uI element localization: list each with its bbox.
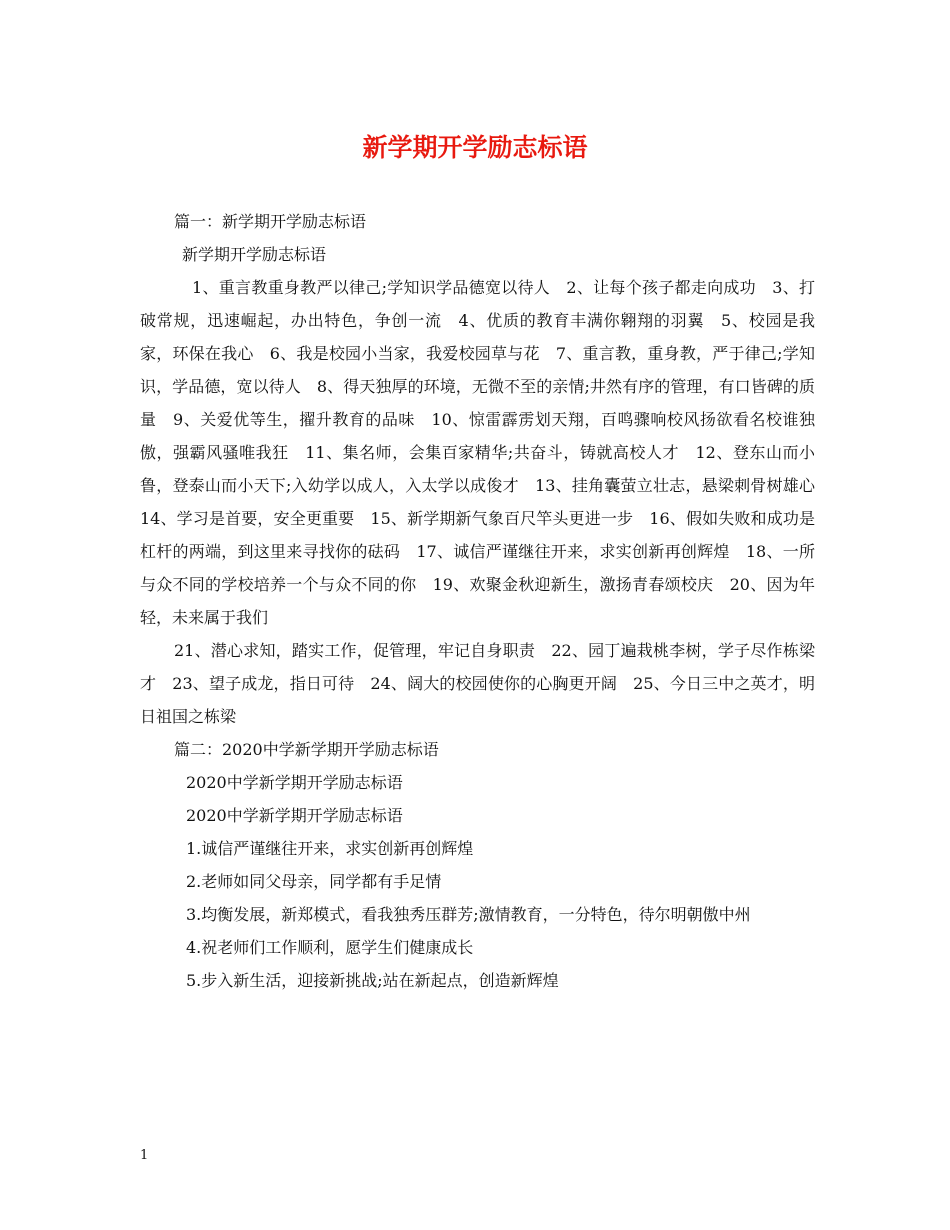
subtitle-3: 2020中学新学期开学励志标语 [186, 806, 403, 825]
subtitle-1: 新学期开学励志标语 [182, 245, 327, 264]
slogan-paragraph-2: 21、潜心求知，踏实工作，促管理，牢记自身职责 22、园丁遍栽桃李树，学子尽作栋梁才 23、望子成龙，指日可待 24、阔大的校园使你的心胸更开阔 25、今日三中之英才，明日祖国之栋梁 [140, 641, 815, 726]
document-title: 新学期开学励志标语 [362, 133, 588, 162]
page-number: 1 [140, 1148, 149, 1163]
section-heading-1: 篇一：新学期开学励志标语 [174, 212, 367, 231]
list-item-3: 3.均衡发展，新郑模式，看我独秀压群芳;激情教育，一分特色，待尔明朝傲中州 [186, 905, 751, 924]
slogan-paragraph-1: 1、重言教重身教严以律己;学知识学品德宽以待人 2、让每个孩子都走向成功 3、打破常规，迅速崛起，办出特色，争创一流 4、优质的教育丰满你翱翔的羽翼 5、校园是我家，环保在我心 6、我是校园小当家，我爱校园草与花 7、重言教，重身教，严于律己;学知识，学品德，宽以待人 8、得天独厚的环境，无微不至的亲情;井然有序的管理，有口皆碑的质量 9、关爱优等生，擢升教育的品味 10、惊雷霹雳划天翔，百鸣骤响校风扬欲看名校谁独傲，强霸风骚唯我狂 11、集名师，会集百家精华;共奋斗，铸就高校人才 12、登东山而小鲁，登泰山而小天下;入幼学以成人，入太学以成俊才 13、挂角囊萤立壮志，悬梁刺骨树雄心 14、学习是首要，安全更重要 15、新学期新气象百尺竿头更进一步 16、假如失败和成功是杠杆的两端，到这里来寻找你的砝码 17、诚信严谨继往开来，求实创新再创辉煌 18、一所与众不同的学校培养一个与众不同的你 19、欢聚金秋迎新生，激扬青春颂校庆 20、因为年轻，未来属于我们 [140, 278, 832, 627]
list-item-1: 1.诚信严谨继往开来，求实创新再创辉煌 [186, 839, 474, 858]
subtitle-2: 2020中学新学期开学励志标语 [186, 773, 403, 792]
document-body [140, 205, 832, 997]
list-item-5: 5.步入新生活，迎接新挑战;站在新起点，创造新辉煌 [186, 971, 559, 990]
list-item-2: 2.老师如同父母亲，同学都有手足情 [186, 872, 442, 891]
list-item-4: 4.祝老师们工作顺利，愿学生们健康成长 [186, 938, 474, 957]
section-heading-2: 篇二：2020中学新学期开学励志标语 [174, 740, 439, 759]
